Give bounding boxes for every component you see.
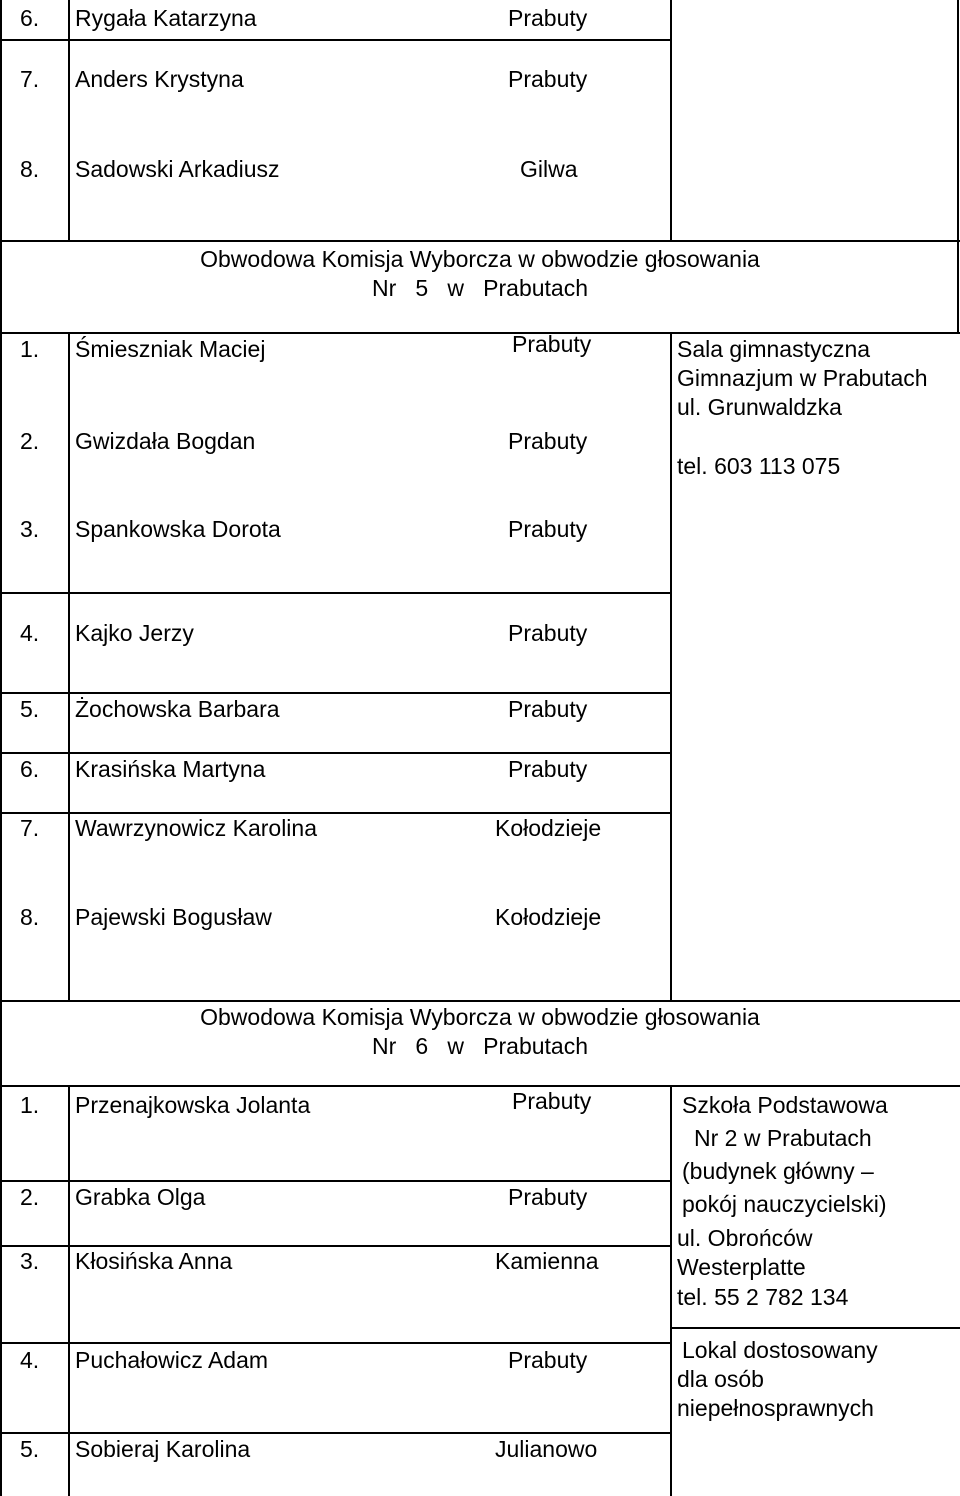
location-column-divider — [670, 1085, 672, 1496]
member-name: Sobieraj Karolina — [75, 1436, 251, 1462]
row-divider — [0, 812, 672, 814]
member-number: 2. — [20, 428, 40, 454]
member-name: Żochowska Barbara — [75, 696, 280, 722]
polling-place-address: ul. Grunwaldzka — [677, 394, 842, 420]
row-divider — [0, 1180, 672, 1182]
member-name: Grabka Olga — [75, 1184, 206, 1210]
row-divider — [0, 1245, 672, 1247]
member-name: Anders Krystyna — [75, 66, 244, 92]
polling-place-address: ul. Obrońców — [677, 1225, 813, 1251]
row-divider — [0, 752, 672, 754]
member-number: 7. — [20, 815, 40, 841]
location-column-divider — [670, 0, 672, 240]
member-town: Prabuty — [508, 620, 588, 646]
member-town: Prabuty — [508, 5, 588, 31]
row-divider — [0, 240, 960, 242]
location-column-divider — [670, 332, 672, 1000]
member-town: Prabuty — [508, 516, 588, 542]
member-number: 7. — [20, 66, 40, 92]
member-number: 5. — [20, 1436, 40, 1462]
member-number: 8. — [20, 156, 40, 182]
member-town: Kołodzieje — [495, 904, 602, 930]
commission-heading: Obwodowa Komisja Wyborcza w obwodzie głosowania — [200, 246, 760, 272]
row-divider — [0, 1000, 960, 1002]
member-name: Kajko Jerzy — [75, 620, 194, 646]
polling-place-phone: tel. 603 113 075 — [677, 453, 841, 479]
accessibility-note: dla osób — [677, 1366, 764, 1392]
commission-number: Nr 5 w Prabutach — [371, 275, 589, 301]
polling-place-line: pokój nauczycielski) — [682, 1191, 887, 1217]
member-town: Prabuty — [508, 1347, 588, 1373]
row-divider — [670, 1327, 960, 1329]
number-column-divider — [68, 1085, 70, 1496]
polling-place-line: Szkoła Podstawowa — [682, 1092, 888, 1118]
member-number: 3. — [20, 1248, 40, 1274]
number-column-divider — [68, 332, 70, 1000]
member-town: Prabuty — [508, 696, 588, 722]
accessibility-note: Lokal dostosowany — [682, 1337, 878, 1363]
member-number: 6. — [20, 756, 40, 782]
polling-place-phone: tel. 55 2 782 134 — [677, 1284, 849, 1310]
row-divider — [0, 692, 672, 694]
member-name: Przenajkowska Jolanta — [75, 1092, 311, 1118]
member-town: Kamienna — [495, 1248, 599, 1274]
row-divider — [0, 39, 672, 41]
member-number: 5. — [20, 696, 40, 722]
member-number: 6. — [20, 5, 40, 31]
row-divider — [0, 1085, 960, 1087]
member-name: Spankowska Dorota — [75, 516, 281, 542]
member-name: Sadowski Arkadiusz — [75, 156, 280, 182]
member-town: Prabuty — [508, 66, 588, 92]
polling-place-line: Gimnazjum w Prabutach — [677, 365, 928, 391]
commission-number: Nr 6 w Prabutach — [371, 1033, 589, 1059]
accessibility-note: niepełnosprawnych — [677, 1395, 874, 1421]
row-divider — [0, 1342, 672, 1344]
member-name: Krasińska Martyna — [75, 756, 266, 782]
member-number: 8. — [20, 904, 40, 930]
member-name: Wawrzynowicz Karolina — [75, 815, 317, 841]
member-number: 3. — [20, 516, 40, 542]
member-number: 4. — [20, 1347, 40, 1373]
member-town: Prabuty — [512, 331, 592, 357]
left-border — [0, 0, 2, 1496]
row-divider — [0, 592, 672, 594]
member-name: Gwizdała Bogdan — [75, 428, 256, 454]
member-name: Pajewski Bogusław — [75, 904, 272, 930]
member-number: 1. — [20, 1092, 40, 1118]
polling-place-line: Sala gimnastyczna — [677, 336, 871, 362]
member-number: 2. — [20, 1184, 40, 1210]
member-name: Puchałowicz Adam — [75, 1347, 269, 1373]
member-town: Prabuty — [512, 1088, 592, 1114]
polling-place-address: Westerplatte — [677, 1254, 806, 1280]
member-name: Kłosińska Anna — [75, 1248, 233, 1274]
row-divider — [0, 332, 960, 334]
polling-place-line: Nr 2 w Prabutach — [694, 1125, 872, 1151]
member-town: Kołodzieje — [495, 815, 602, 841]
member-town: Julianowo — [495, 1436, 598, 1462]
commission-heading: Obwodowa Komisja Wyborcza w obwodzie głosowania — [200, 1004, 760, 1030]
member-town: Gilwa — [520, 156, 578, 182]
member-name: Rygała Katarzyna — [75, 5, 257, 31]
member-town: Prabuty — [508, 756, 588, 782]
member-name: Śmieszniak Maciej — [75, 336, 266, 362]
polling-place-line: (budynek główny – — [682, 1158, 874, 1184]
row-divider — [0, 1432, 672, 1434]
member-town: Prabuty — [508, 1184, 588, 1210]
member-town: Prabuty — [508, 428, 588, 454]
number-column-divider — [68, 0, 70, 240]
member-number: 1. — [20, 336, 40, 362]
member-number: 4. — [20, 620, 40, 646]
